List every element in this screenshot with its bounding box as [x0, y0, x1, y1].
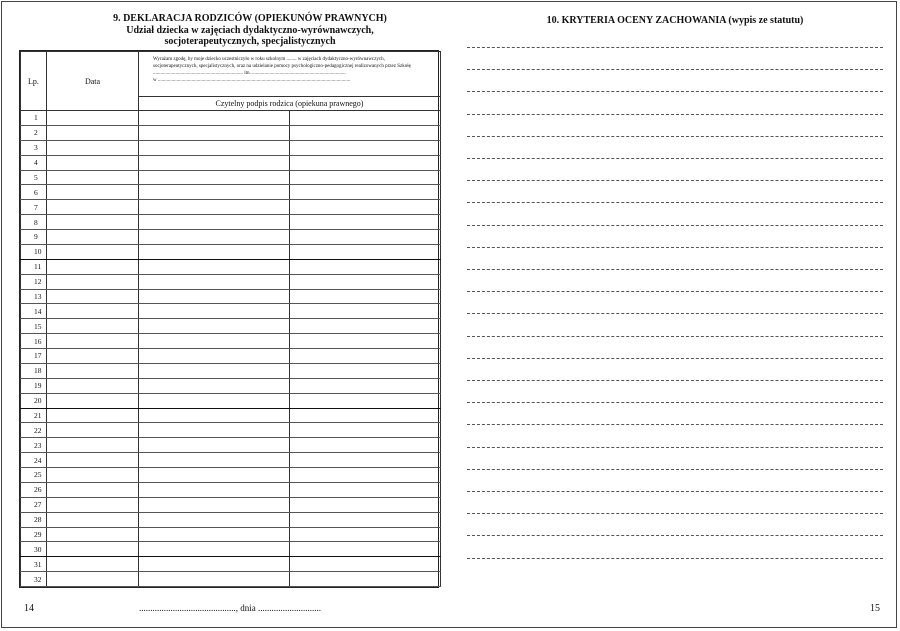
signature-cell-1[interactable] — [139, 512, 290, 527]
right-section-title: 10. KRYTERIA OCENY ZACHOWANIA (wypis ze statutu) — [546, 15, 804, 26]
consent-text — [139, 52, 441, 97]
signature-cell-1[interactable] — [139, 542, 290, 557]
row-number: 13 — [21, 289, 47, 304]
row-number: 20 — [21, 393, 47, 408]
date-cell[interactable] — [47, 453, 139, 468]
signature-cell-1[interactable] — [139, 408, 290, 423]
signature-cell-1[interactable] — [139, 170, 290, 185]
ruled-line — [467, 247, 883, 248]
ruled-line — [467, 380, 883, 381]
signature-cell-2[interactable] — [290, 125, 441, 140]
table-row — [21, 349, 441, 364]
signature-cell-2[interactable] — [290, 349, 441, 364]
date-cell[interactable] — [47, 527, 139, 542]
table-row — [21, 140, 441, 155]
place-date-line: ..........................................., dnia ............................ — [139, 603, 321, 613]
date-cell[interactable] — [47, 423, 139, 438]
page-number-left: 14 — [24, 603, 34, 614]
ruled-line — [467, 269, 883, 270]
table-row — [21, 438, 441, 453]
signature-cell-1[interactable] — [139, 185, 290, 200]
header-lp: Lp. — [21, 52, 47, 111]
date-cell[interactable] — [47, 215, 139, 230]
table-row — [21, 155, 441, 170]
table-row — [21, 497, 441, 512]
row-number: 1 — [21, 111, 47, 126]
signature-cell-1[interactable] — [139, 274, 290, 289]
date-cell[interactable] — [47, 289, 139, 304]
signature-cell-2[interactable] — [290, 185, 441, 200]
ruled-line — [467, 402, 883, 403]
signature-cell-1[interactable] — [139, 363, 290, 378]
signature-cell-2[interactable] — [290, 259, 441, 274]
signature-cell-2[interactable] — [290, 319, 441, 334]
ruled-line — [467, 558, 883, 559]
row-number: 15 — [21, 319, 47, 334]
subtitle-line-1: Udział dziecka w zajęciach dydaktyczno-wyrównawczych, — [126, 24, 374, 36]
table-row — [21, 557, 441, 572]
row-number: 8 — [21, 215, 47, 230]
signature-cell-1[interactable] — [139, 527, 290, 542]
signature-cell-1[interactable] — [139, 438, 290, 453]
date-cell[interactable] — [47, 155, 139, 170]
signature-cell-1[interactable] — [139, 557, 290, 572]
date-cell[interactable] — [47, 482, 139, 497]
ruled-line — [467, 158, 883, 159]
signature-cell-2[interactable] — [290, 497, 441, 512]
table-row — [21, 527, 441, 542]
row-number: 24 — [21, 453, 47, 468]
date-cell[interactable] — [47, 408, 139, 423]
signature-cell-1[interactable] — [139, 319, 290, 334]
ruled-line — [467, 136, 883, 137]
date-cell[interactable] — [47, 542, 139, 557]
table-row — [21, 393, 441, 408]
signature-cell-2[interactable] — [290, 557, 441, 572]
date-cell[interactable] — [47, 363, 139, 378]
signature-cell-1[interactable] — [139, 230, 290, 245]
signature-cell-1[interactable] — [139, 497, 290, 512]
signature-cell-2[interactable] — [290, 200, 441, 215]
consent-line-4: w .......................................................................................................................................................... — [153, 78, 351, 83]
row-number: 10 — [21, 244, 47, 259]
signature-cell-2[interactable] — [290, 289, 441, 304]
ruled-line — [467, 336, 883, 337]
date-cell[interactable] — [47, 349, 139, 364]
signature-cell-2[interactable] — [290, 111, 441, 126]
date-cell[interactable] — [47, 185, 139, 200]
signature-cell-2[interactable] — [290, 230, 441, 245]
signature-cell-2[interactable] — [290, 304, 441, 319]
table-row — [21, 453, 441, 468]
table-row — [21, 259, 441, 274]
ruled-line — [467, 225, 883, 226]
subtitle-line-2: socjoterapeutycznych, specjalistycznych — [164, 36, 336, 47]
ruled-line — [467, 535, 883, 536]
row-number: 22 — [21, 423, 47, 438]
row-number: 4 — [21, 155, 47, 170]
row-number: 17 — [21, 349, 47, 364]
row-number: 30 — [21, 542, 47, 557]
page-number-right: 15 — [870, 603, 880, 614]
signature-cell-1[interactable] — [139, 349, 290, 364]
date-cell[interactable] — [47, 393, 139, 408]
table-row — [21, 334, 441, 349]
signature-cell-2[interactable] — [290, 334, 441, 349]
table-row — [21, 512, 441, 527]
signature-cell-1[interactable] — [139, 482, 290, 497]
signature-cell-2[interactable] — [290, 393, 441, 408]
row-number: 6 — [21, 185, 47, 200]
ruled-line — [467, 91, 883, 92]
table-row — [21, 482, 441, 497]
ruled-line — [467, 291, 883, 292]
signature-cell-2[interactable] — [290, 170, 441, 185]
signature-cell-2[interactable] — [290, 155, 441, 170]
table-row — [21, 423, 441, 438]
table-row — [21, 274, 441, 289]
table-row — [21, 304, 441, 319]
table-row — [21, 230, 441, 245]
date-cell[interactable] — [47, 125, 139, 140]
signature-cell-1[interactable] — [139, 304, 290, 319]
signature-cell-1[interactable] — [139, 140, 290, 155]
date-cell[interactable] — [47, 304, 139, 319]
date-cell[interactable] — [47, 259, 139, 274]
table-row — [21, 363, 441, 378]
date-cell[interactable] — [47, 438, 139, 453]
date-cell[interactable] — [47, 557, 139, 572]
signature-cell-1[interactable] — [139, 453, 290, 468]
row-number: 23 — [21, 438, 47, 453]
signature-cell-1[interactable] — [139, 378, 290, 393]
row-number: 26 — [21, 482, 47, 497]
row-number: 16 — [21, 334, 47, 349]
signature-cell-1[interactable] — [139, 155, 290, 170]
date-cell[interactable] — [47, 170, 139, 185]
signature-cell-1[interactable] — [139, 111, 290, 126]
ruled-line — [467, 447, 883, 448]
ruled-line — [467, 180, 883, 181]
signature-cell-2[interactable] — [290, 482, 441, 497]
signature-cell-1[interactable] — [139, 423, 290, 438]
date-cell[interactable] — [47, 378, 139, 393]
row-number: 9 — [21, 230, 47, 245]
signature-cell-2[interactable] — [290, 527, 441, 542]
row-number: 11 — [21, 259, 47, 274]
table-row — [21, 572, 441, 587]
date-cell[interactable] — [47, 200, 139, 215]
date-cell[interactable] — [47, 274, 139, 289]
ruled-line — [467, 513, 883, 514]
signature-cell-2[interactable] — [290, 468, 441, 483]
declaration-table-wrap — [19, 50, 439, 588]
signature-cell-1[interactable] — [139, 334, 290, 349]
consent-line-3: ........................................................................ itn. ........................................................................... — [153, 71, 346, 76]
date-cell[interactable] — [47, 111, 139, 126]
row-number: 12 — [21, 274, 47, 289]
table-row — [21, 111, 441, 126]
signature-cell-2[interactable] — [290, 215, 441, 230]
ruled-line — [467, 114, 883, 115]
table-row — [21, 215, 441, 230]
row-number: 28 — [21, 512, 47, 527]
signature-cell-2[interactable] — [290, 140, 441, 155]
date-cell[interactable] — [47, 572, 139, 587]
signature-cell-2[interactable] — [290, 438, 441, 453]
row-number: 19 — [21, 378, 47, 393]
table-row — [21, 170, 441, 185]
signature-cell-2[interactable] — [290, 274, 441, 289]
signature-cell-2[interactable] — [290, 244, 441, 259]
date-cell[interactable] — [47, 334, 139, 349]
signature-cell-1[interactable] — [139, 215, 290, 230]
table-row — [21, 244, 441, 259]
table-row — [21, 378, 441, 393]
table-row — [21, 408, 441, 423]
row-number: 2 — [21, 125, 47, 140]
date-cell[interactable] — [47, 512, 139, 527]
ruled-line — [467, 69, 883, 70]
row-number: 27 — [21, 497, 47, 512]
consent-line-1: Wyrażam zgodę, by moje dziecko uczestniczyło w roku szkolnym ........ w zajęciach dydaktyczno-wyrównawczych, — [153, 57, 385, 62]
signature-cell-1[interactable] — [139, 289, 290, 304]
row-number: 21 — [21, 408, 47, 423]
signature-cell-1[interactable] — [139, 259, 290, 274]
table-row — [21, 125, 441, 140]
signature-cell-2[interactable] — [290, 572, 441, 587]
row-number: 18 — [21, 363, 47, 378]
signature-header: Czytelny podpis rodzica (opiekuna prawnego) — [139, 97, 441, 111]
date-cell[interactable] — [47, 319, 139, 334]
date-cell[interactable] — [47, 140, 139, 155]
row-number: 3 — [21, 140, 47, 155]
signature-cell-2[interactable] — [290, 512, 441, 527]
signature-cell-1[interactable] — [139, 200, 290, 215]
date-cell[interactable] — [47, 468, 139, 483]
table-row — [21, 289, 441, 304]
row-number: 32 — [21, 572, 47, 587]
row-number: 31 — [21, 557, 47, 572]
signature-cell-1[interactable] — [139, 468, 290, 483]
signature-cell-1[interactable] — [139, 125, 290, 140]
ruled-line — [467, 469, 883, 470]
row-number: 25 — [21, 468, 47, 483]
row-number: 7 — [21, 200, 47, 215]
table-row — [21, 185, 441, 200]
date-cell[interactable] — [47, 497, 139, 512]
date-cell[interactable] — [47, 244, 139, 259]
section-title: 9. DEKLARACJA RODZICÓW (OPIEKUNÓW PRAWNYCH) — [113, 13, 387, 24]
signature-cell-1[interactable] — [139, 393, 290, 408]
signature-cell-2[interactable] — [290, 542, 441, 557]
table-row — [21, 200, 441, 215]
declaration-table — [20, 51, 441, 587]
signature-cell-1[interactable] — [139, 244, 290, 259]
signature-cell-2[interactable] — [290, 363, 441, 378]
ruled-line — [467, 313, 883, 314]
consent-line-2: socjoterapeutycznych, specjalistycznych, oraz na udzielanie pomocy psychologiczno-pedagogicznej realizowanych przez Szkołę — [153, 64, 411, 69]
table-row — [21, 468, 441, 483]
ruled-line — [467, 358, 883, 359]
table-row — [21, 319, 441, 334]
signature-cell-2[interactable] — [290, 378, 441, 393]
signature-cell-1[interactable] — [139, 572, 290, 587]
left-page-header — [60, 13, 440, 48]
row-number: 5 — [21, 170, 47, 185]
row-number: 29 — [21, 527, 47, 542]
ruled-line — [467, 424, 883, 425]
ruled-line — [467, 491, 883, 492]
signature-cell-2[interactable] — [290, 423, 441, 438]
row-number: 14 — [21, 304, 47, 319]
table-body — [21, 111, 441, 587]
signature-cell-2[interactable] — [290, 408, 441, 423]
header-data: Data — [47, 52, 139, 111]
signature-cell-2[interactable] — [290, 453, 441, 468]
ruled-line — [467, 202, 883, 203]
date-cell[interactable] — [47, 230, 139, 245]
table-row — [21, 542, 441, 557]
ruled-line — [467, 47, 883, 48]
